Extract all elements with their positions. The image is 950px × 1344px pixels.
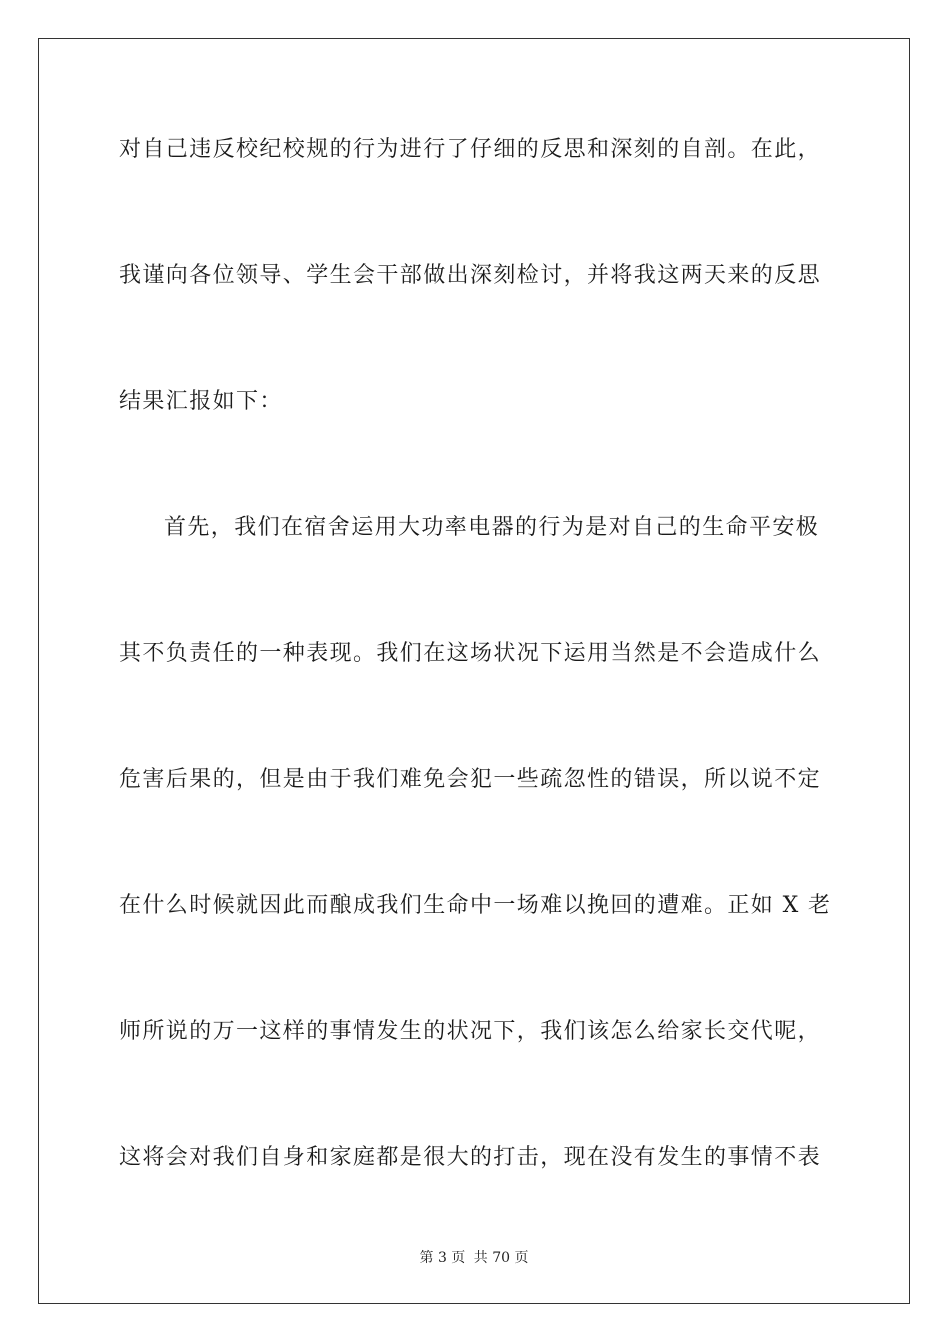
paragraph-line: 我谨向各位领导、学生会干部做出深刻检讨，并将我这两天来的反思 [119,263,822,288]
document-page [38,38,910,1304]
paragraph-line: 危害后果的，但是由于我们难免会犯一些疏忽性的错误，所以说不定 [119,767,822,792]
paragraph-line: 首先，我们在宿舍运用大功率电器的行为是对自己的生命平安极 [164,515,820,540]
page-footer [39,1247,909,1267]
paragraph-line: 这将会对我们自身和家庭都是很大的打击，现在没有发生的事情不表 [119,1145,822,1170]
paragraph-line: 对自己违反校纪校规的行为进行了仔细的反思和深刻的自剖。在此， [119,137,822,162]
page-number: 第 3 页 [419,1250,466,1266]
paragraph-line: 其不负责任的一种表现。我们在这场状况下运用当然是不会造成什么 [119,641,822,666]
page-total: 共 70 页 [473,1250,529,1266]
paragraph-line: 师所说的万一这样的事情发生的状况下，我们该怎么给家长交代呢， [119,1019,822,1044]
paragraph-line: 结果汇报如下： [119,389,283,414]
paragraph-line: 在什么时候就因此而酿成我们生命中一场难以挽回的遭难。正如 X 老 [119,893,832,918]
